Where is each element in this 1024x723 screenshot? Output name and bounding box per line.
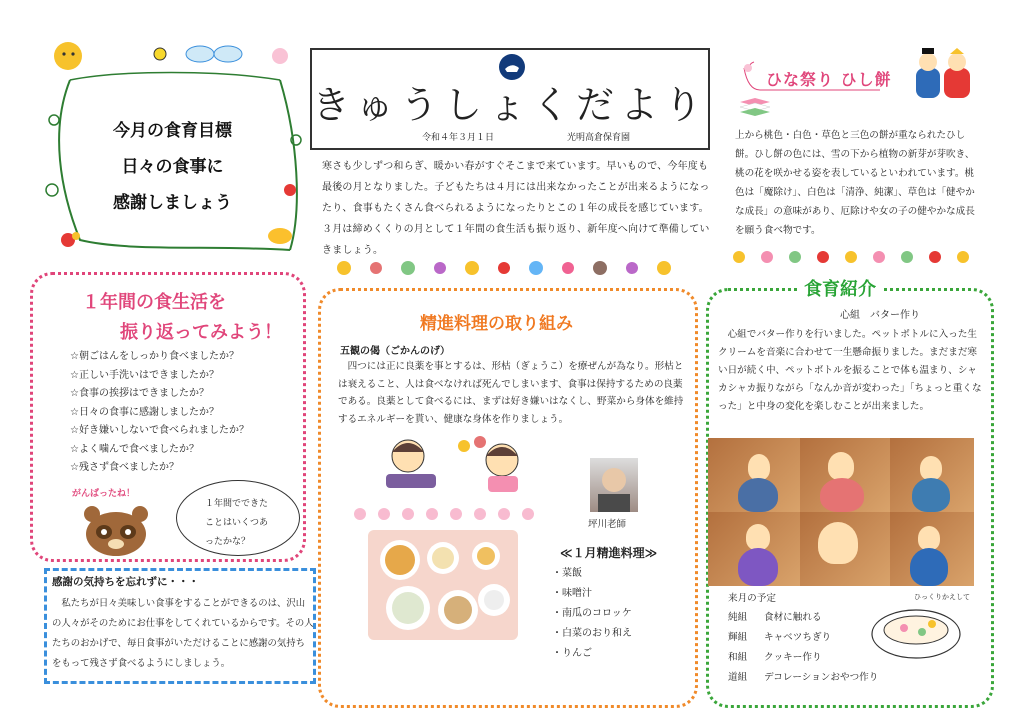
class-name: 和組 (728, 652, 748, 663)
hishimochi-icon (738, 96, 772, 118)
goal-label: 今月の食育目標 (113, 121, 232, 141)
activity-photo (890, 438, 974, 512)
hina-heading (740, 60, 900, 94)
list-item: ・りんご (552, 648, 592, 659)
list-item: ☆好き嫌いしないで食べられましたか？ (70, 425, 249, 436)
list-item: ☆正しい手洗いはできましたか？ (70, 369, 219, 381)
list-item: ☆食事の挨拶はできましたか？ (70, 388, 209, 399)
list-item: ☆朝ごはんをしっかり食べましたか？ (70, 351, 239, 362)
next-month-plan-title: 来月の予定 (728, 593, 776, 604)
goal-text-line1: 日々の食事に (121, 157, 224, 177)
cooking-illustration-icon (856, 590, 974, 662)
vine-frame-decoration (40, 40, 305, 260)
speech-bubble (176, 480, 300, 556)
activity-photo (708, 438, 800, 512)
list-item: ・白菜のおり和え (552, 628, 632, 639)
school-name: 光明高倉保育園 (567, 133, 631, 143)
menu-list (552, 564, 632, 664)
list-item: ☆よく噛んで食べましたか？ (70, 443, 199, 455)
list-item: ・南瓜のコロッケ (552, 608, 632, 619)
gratitude-title: 感謝の気持ちを忘れずに・・・ (52, 576, 199, 588)
teacher-photo (590, 458, 638, 512)
class-name: 純組 (728, 612, 748, 623)
bugs-flowers-border-decoration (332, 256, 692, 280)
hina-title: ひな祭り ひし餅 (766, 70, 892, 89)
speech-line: １年間でできた (205, 499, 269, 509)
speech-bubble-text (205, 495, 268, 552)
list-item: ・味噌汁 (552, 588, 592, 599)
year-review-title-line2: 振り返ってみよう！ (120, 322, 282, 343)
list-item: ・菜飯 (552, 568, 582, 579)
goal-text-line2: 感謝しましょう (113, 193, 232, 213)
menu-title: ≪１月精進料理≫ (560, 546, 658, 560)
activity-photo (890, 512, 974, 586)
plan-text: デコレーションおやつ作り (764, 672, 879, 683)
review-question-list (70, 348, 249, 478)
plan-text: キャベツちぎり (764, 632, 832, 643)
shojin-title: 精進料理の取り組み (420, 314, 573, 334)
activity-photo (800, 438, 890, 512)
gratitude-text: 私たちが日々美味しい食事をすることができるのは、沢山の人々がそのためにお仕事をしてくれているからです。その人たちのおかげで、毎日食事がいただけることに感謝の気持ちをもって残さず食べるようにしましょう。 (52, 598, 314, 669)
list-item: ☆日々の食事に感謝しましたか？ (70, 406, 219, 418)
list-item (728, 668, 878, 688)
intro-paragraph: 寒さも少しずつ和らぎ、暖かい春がすぐそこまで来ています。早いもので、今年度も最後の月となりました。子どもたちは４月には出来なかったことが出来るようになったり、食事もたくさん食べられるようになったりとこの１年の成長を感じています。３月は締めくくりの月として１年間の食生活も振り返り、新年度へ向けて準備していきましょう。 (322, 161, 710, 256)
meal-tray-photo (368, 530, 518, 640)
year-review-title-line1: １年間の食生活を (82, 292, 226, 313)
food-education-subtitle: 心組 バター作り (840, 310, 920, 321)
issue-date: 令和４年３月１日 (422, 133, 495, 143)
class-name: 輝組 (728, 632, 748, 643)
class-name: 道組 (728, 672, 748, 683)
plan-text: 食材に触れる (764, 612, 822, 623)
tanuki-icon (76, 500, 156, 558)
plan-text: クッキー作り (764, 652, 822, 663)
activity-photo (708, 512, 800, 586)
monthly-goal-box (40, 40, 305, 260)
page-title: きゅうしょくだより (312, 83, 709, 127)
hina-border-decoration (730, 248, 986, 266)
teacher-name: 坪川老師 (588, 519, 627, 530)
list-item: ☆残さず食べましたか？ (70, 462, 179, 473)
flower-border-decoration (350, 504, 550, 524)
hina-dolls-icon (912, 46, 974, 102)
shojin-text: 四つには正に良薬を事とするは、形枯（ぎょうこ）を療ぜんが為なり。形枯とは衰えること、人は食べなければ死んでしまいます、食事は保持するための良薬である。良薬として食べるには、まずは好き嫌いはなくし、野菜から身体を維持するエネルギーを貰い、健康な身体を作りましょう。 (338, 361, 684, 425)
newsletter-header (310, 48, 710, 150)
shojin-subtitle: 五観の偈（ごかんのげ） (340, 346, 450, 357)
sticker-text: ひっくりかえして (914, 593, 970, 601)
speech-line: ったかな？ (205, 537, 251, 547)
speech-line: ことはいくつあ (205, 518, 269, 528)
food-education-title: 食育紹介 (798, 275, 882, 301)
encouragement-text: がんばったね！ (72, 489, 136, 499)
hina-description: 上から桃色・白色・草色と三色の餅が重なられたひし餅。ひし餅の色には、雪の下から植物の新芽が芽吹き、桃の花を咲かせる姿を表しているといわれています。桃色は「魔除け」、白色は「清浄、純潔」、草色は「健やかな成長」の意味があり、厄除けや女の子の健やかな成長を願う食べ物です。 (735, 130, 975, 236)
activity-photo (800, 512, 890, 586)
food-education-text: 心組でバター作りを行いました。ペットボトルに入った生クリームを音楽に合わせて一生懸命振りました。まだまだ寒い日が続く中、ペットボトルを振ることで体も温まり、シャカシャカ振りながら「なんか音が変わった」「ちょっと重くなった」と中身の変化を楽しむことが出来ました。 (718, 329, 982, 412)
kids-eating-illustration-icon (368, 430, 548, 496)
